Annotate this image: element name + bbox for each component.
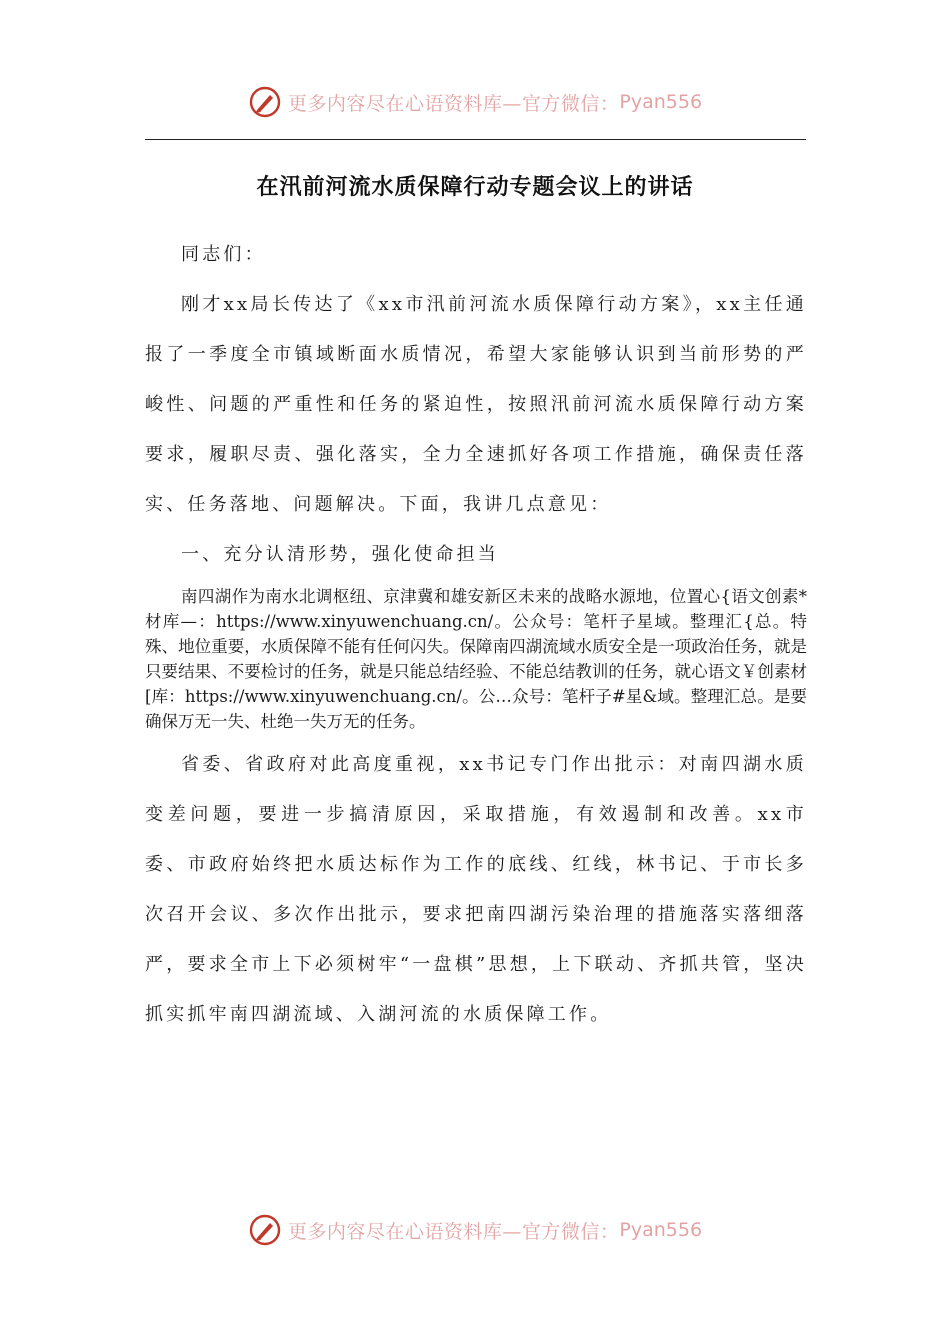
header-banner-wechat: Pyan556 [619, 91, 703, 113]
header-divider [145, 139, 806, 140]
footer-banner [0, 1210, 950, 1250]
paragraph-dense: 南四湖作为南水北调枢纽、京津冀和雄安新区未来的战略水源地，位置心{语文创素*材库—：https://www.xinyuwenchuang.cn/。公众号：笔杆子星域。整理汇{总。特殊、地位重要，水质保障不能有任何闪失。保障南四湖流域水质安全是一项政治任务，就是只要结果、不要检讨的任务，就是只能总结经验、不能总结教训的任务，就心语文￥创素材[库：https://www.xinyuwenchuang.cn/。公…众号：笔杆子#星&域。整理汇总。是要确保万无一失、杜绝一失万无的任务。 [145, 587, 807, 731]
pen-logo-icon [248, 85, 282, 119]
section-heading: 一、充分认清形势，强化使命担当 [181, 544, 499, 565]
greeting: 同志们： [181, 244, 266, 265]
footer-banner-wechat: Pyan556 [619, 1219, 703, 1241]
pen-logo-icon [248, 1213, 282, 1247]
paragraph-intro: 刚才xx局长传达了《xx市汛前河流水质保障行动方案》，xx主任通报了一季度全市镇域断面水质情况，希望大家能够认识到当前形势的严峻性、问题的严重性和任务的紧迫性，按照汛前河流水质保障行动方案要求，履职尽责、强化落实，全力全速抓好各项工作措施，确保责任落实、任务落地、问题解决。下面，我讲几点意见： [145, 294, 807, 515]
header-banner [0, 82, 950, 122]
footer-banner-text: 更多内容尽在心语资料库—官方微信： [287, 1220, 620, 1243]
document-body [145, 230, 807, 1040]
paragraph-closing: 省委、省政府对此高度重视，xx书记专门作出批示：对南四湖水质变差问题，要进一步搞清原因，采取措施，有效遏制和改善。xx市委、市政府始终把水质达标作为工作的底线、红线，林书记、于市长多次召开会议、多次作出批示，要求把南四湖污染治理的措施落实落细落严，要求全市上下必须树牢“一盘棋”思想，上下联动、齐抓共管，坚决抓实抓牢南四湖流域、入湖河流的水质保障工作。 [145, 754, 807, 1025]
header-banner-text: 更多内容尽在心语资料库—官方微信： [287, 92, 620, 115]
document-title: 在汛前河流水质保障行动专题会议上的讲话 [256, 175, 694, 200]
